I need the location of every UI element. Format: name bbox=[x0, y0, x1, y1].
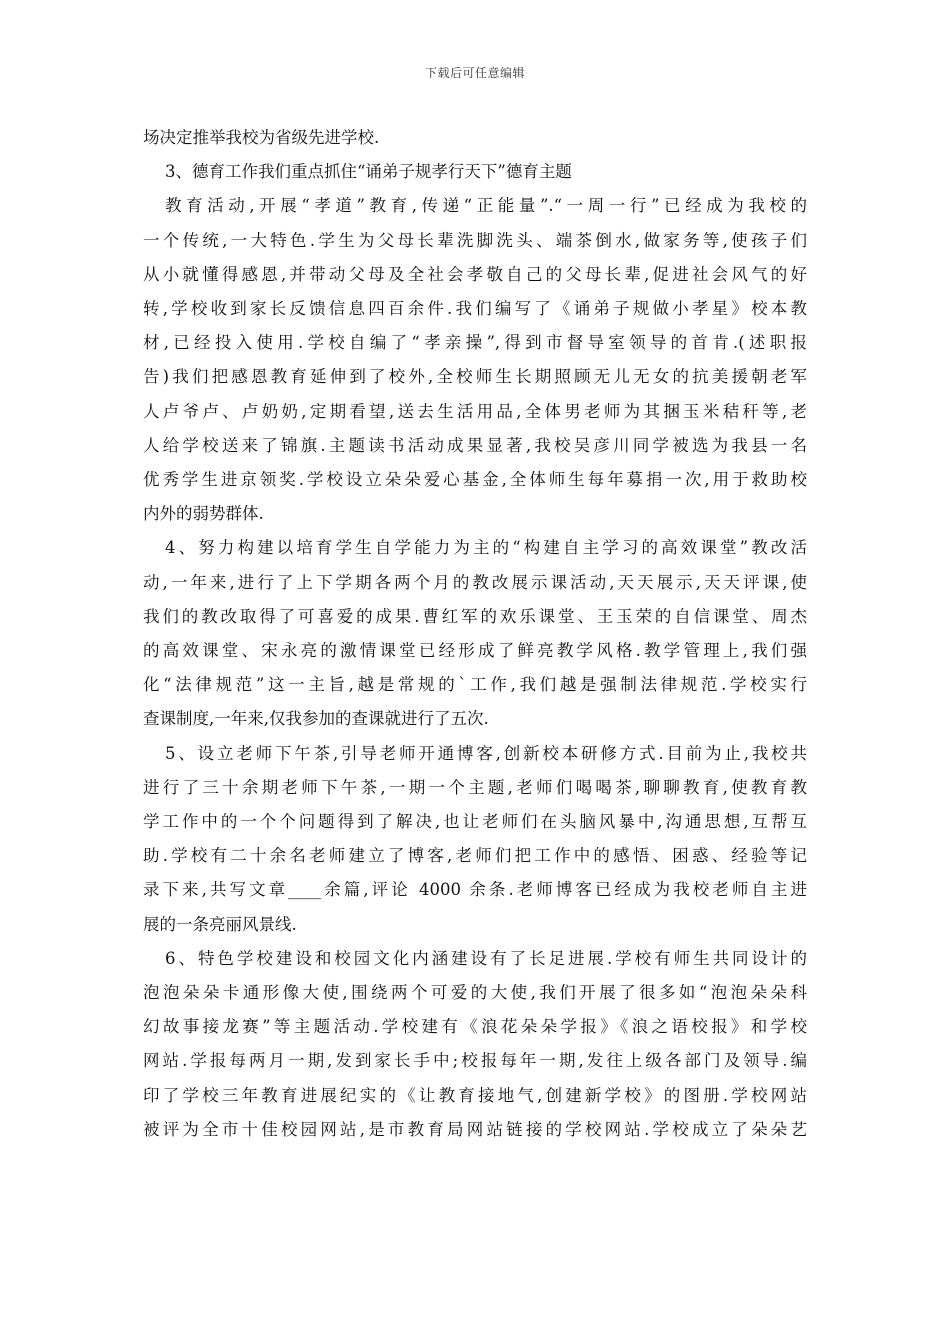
text-line: 告)我们把感恩教育延伸到了校外,全校师生长期照顾无儿无女的抗美援朝老军 bbox=[143, 367, 807, 387]
text-line: 3、德育工作我们重点抓住“诵弟子规孝行天下”德育主题 bbox=[165, 162, 572, 182]
text-line: 场决定推举我校为省级先进学校. bbox=[143, 128, 380, 147]
text-line: 人给学校送来了锦旗.主题读书活动成果显著,我校吴彦川同学被选为我县一名 bbox=[143, 435, 807, 455]
text-line: 教育活动,开展“孝道”教育,传递“正能量”.“一周一行”已经成为我校的 bbox=[165, 196, 807, 216]
text-line: 进行了三十余期老师下午茶,一期一个主题,老师们喝喝茶,聊聊教育,使教育教 bbox=[143, 777, 807, 797]
text-line: 录下来,共写文章____余篇,评论 4000 余条.老师博客已经成为我校老师自主进 bbox=[143, 880, 807, 900]
paragraph bbox=[143, 189, 807, 531]
text-line: 5、设立老师下午茶,引导老师开通博客,创新校本研修方式.目前为止,我校共 bbox=[165, 743, 807, 763]
text-line: 我们的教改取得了可喜爱的成果.曹红军的欢乐课堂、王玉荣的自信课堂、周杰 bbox=[143, 606, 807, 626]
paragraph bbox=[143, 737, 807, 942]
paragraph bbox=[143, 155, 807, 189]
text-line: 化“法律规范”这一主旨,越是常规的`工作,我们越是强制法律规范.学校实行 bbox=[143, 675, 807, 695]
paragraph bbox=[143, 121, 807, 155]
paragraph bbox=[143, 942, 807, 1147]
text-line: 从小就懂得感恩,并带动父母及全社会孝敬自己的父母长辈,促进社会风气的好 bbox=[143, 264, 807, 284]
text-line: 人卢爷卢、卢奶奶,定期看望,送去生活用品,全体男老师为其捆玉米秸秆等,老 bbox=[143, 401, 807, 421]
text-line: 材,已经投入使用.学校自编了“孝亲操”,得到市督导室领导的首肯.(述职报 bbox=[143, 333, 807, 353]
text-line: 4、努力构建以培育学生自学能力为主的“构建自主学习的高效课堂”教改活 bbox=[165, 538, 807, 558]
text-line: 印了学校三年教育进展纪实的《让教育接地气,创建新学校》的图册.学校网站 bbox=[143, 1085, 807, 1105]
text-line: 学工作中的一个个问题得到了解决,也让老师们在头脑风暴中,沟通思想,互帮互 bbox=[143, 812, 807, 832]
text-line: 泡泡朵朵卡通形像大使,围绕两个可爱的大使,我们开展了很多如“泡泡朵朵科 bbox=[143, 983, 807, 1003]
text-line: 动,一年来,进行了上下学期各两个月的教改展示课活动,天天展示,天天评课,使 bbox=[143, 572, 807, 592]
text-line: 转,学校收到家长反馈信息四百余件.我们编写了《诵弟子规做小孝星》校本教 bbox=[143, 299, 807, 319]
text-line: 一个传统,一大特色.学生为父母长辈洗脚洗头、端茶倒水,做家务等,使孩子们 bbox=[143, 230, 807, 250]
text-line: 查课制度,一年来,仅我参加的查课就进行了五次. bbox=[143, 709, 489, 729]
text-line: 幻故事接龙赛”等主题活动.学校建有《浪花朵朵学报》《浪之语校报》和学校 bbox=[143, 1017, 807, 1037]
text-line: 被评为全市十佳校园网站,是市教育局网站链接的学校网站.学校成立了朵朵艺 bbox=[143, 1119, 807, 1139]
text-line: 的高效课堂、宋永亮的激情课堂已经形成了鲜亮教学风格.教学管理上,我们强 bbox=[143, 641, 807, 661]
text-line: 优秀学生进京领奖.学校设立朵朵爱心基金,全体师生每年募捐一次,用于救助校 bbox=[143, 470, 807, 490]
text-line: 展的一条亮丽风景线. bbox=[143, 914, 297, 934]
document-body bbox=[143, 121, 807, 1147]
text-line: 内外的弱势群体. bbox=[143, 504, 264, 524]
text-line: 6、特色学校建设和校园文化内涵建设有了长足进展.学校有师生共同设计的 bbox=[165, 948, 807, 968]
paragraph bbox=[143, 531, 807, 736]
page-header-note: 下载后可任意编辑 bbox=[424, 66, 525, 80]
text-line: 助.学校有二十余名老师建立了博客,老师们把工作中的感悟、困惑、经验等记 bbox=[143, 846, 807, 866]
text-line: 网站.学报每两月一期,发到家长手中;校报每年一期,发往上级各部门及领导.编 bbox=[143, 1051, 807, 1071]
